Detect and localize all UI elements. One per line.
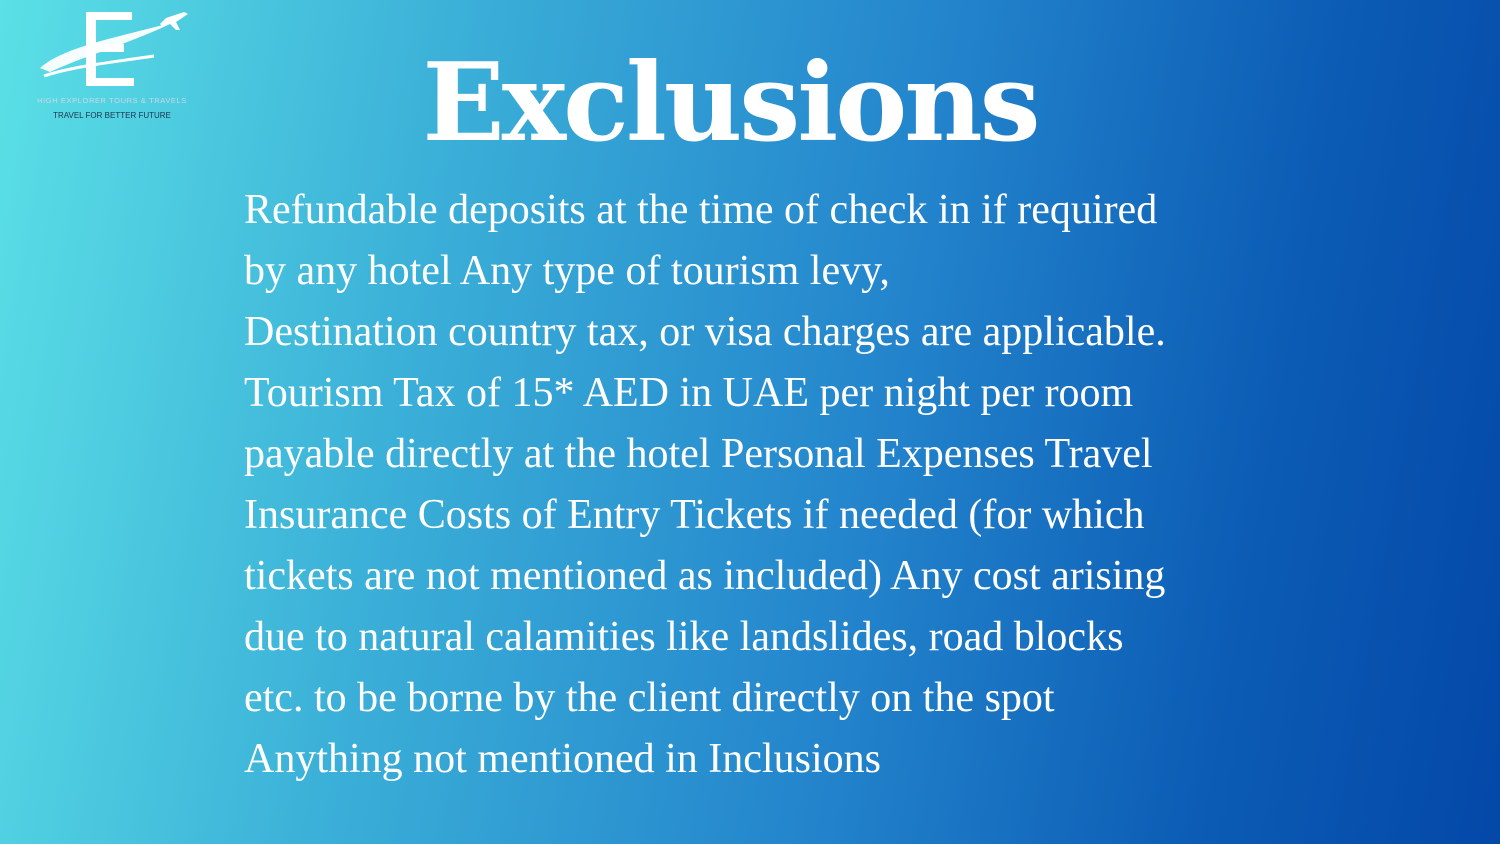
logo-tagline: TRAVEL FOR BETTER FUTURE [53, 111, 171, 120]
airplane-logo-icon [34, 6, 194, 96]
text-line: Destination country tax, or visa charges are applicable. [244, 309, 1166, 355]
exclusions-text [244, 180, 1324, 790]
text-line: Refundable deposits at the time of check in if required [244, 187, 1158, 233]
company-logo [22, 6, 202, 126]
text-line: etc. to be borne by the client directly on the spot [244, 675, 1055, 721]
text-line: Insurance Costs of Entry Tickets if needed (for which [244, 492, 1145, 538]
text-line: tickets are not mentioned as included) Any cost arising [244, 553, 1166, 599]
text-line: Anything not mentioned in Inclusions [244, 736, 881, 782]
page-title: Exclusions [422, 40, 1038, 166]
text-line: Tourism Tax of 15* AED in UAE per night per room [244, 370, 1134, 416]
text-line: by any hotel Any type of tourism levy, [244, 248, 890, 294]
logo-company-name: HIGH EXPLORER TOURS & TRAVELS [37, 96, 187, 105]
text-line: due to natural calamities like landslides, road blocks [244, 614, 1124, 660]
text-line: payable directly at the hotel Personal Expenses Travel [244, 431, 1153, 477]
